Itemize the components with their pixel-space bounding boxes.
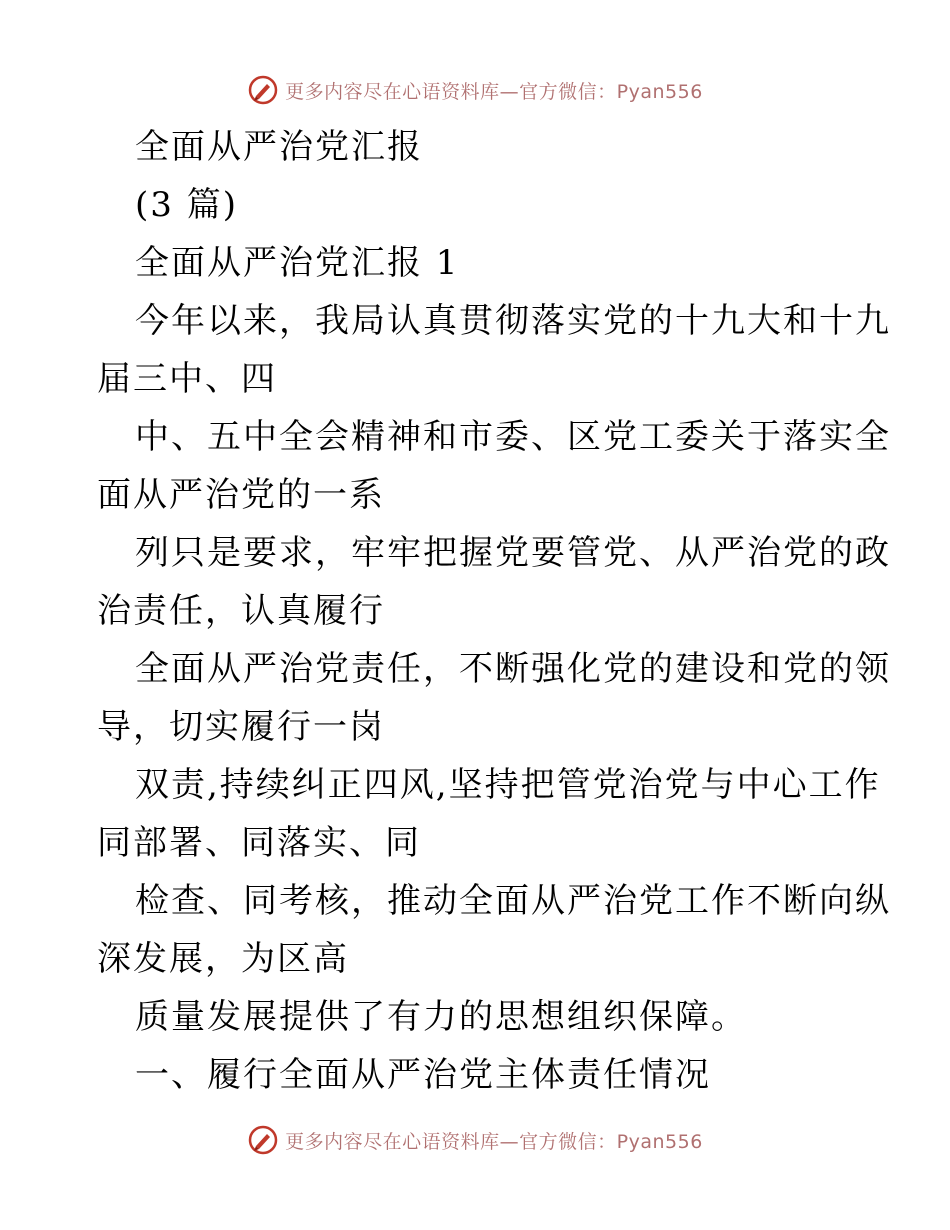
paragraph-line: 同部署、同落实、同 — [97, 823, 421, 863]
document-subtitle: (3 篇) — [135, 185, 238, 225]
watermark-text: 更多内容尽在心语资料库—官方微信：Pyan556 — [285, 80, 703, 103]
pen-logo-icon — [247, 74, 279, 106]
paragraph-line: 面从严治党的一系 — [97, 475, 385, 515]
paragraph-line: 检查、同考核，推动全面从严治党工作不断向纵 — [135, 881, 891, 921]
paragraph-line: 列只是要求，牢牢把握党要管党、从严治党的政 — [135, 533, 891, 573]
pen-logo-icon — [247, 1124, 279, 1156]
watermark-banner-top — [0, 70, 950, 110]
watermark-text: 更多内容尽在心语资料库—官方微信：Pyan556 — [285, 1130, 703, 1153]
paragraph-line: 质量发展提供了有力的思想组织保障。 — [135, 997, 747, 1037]
paragraph-line: 全面从严治党责任，不断强化党的建设和党的领 — [135, 649, 891, 689]
document-body — [97, 118, 891, 1104]
paragraph-line: 治责任，认真履行 — [97, 591, 385, 631]
paragraph-line: 深发展，为区高 — [97, 939, 349, 979]
paragraph-line: 中、五中全会精神和市委、区党工委关于落实全 — [135, 417, 891, 457]
paragraph-line: 导，切实履行一岗 — [97, 707, 385, 747]
section-heading: 一、履行全面从严治党主体责任情况 — [135, 1055, 711, 1095]
document-title: 全面从严治党汇报 — [135, 127, 423, 167]
section-title: 全面从严治党汇报 1 — [135, 243, 460, 283]
watermark-banner-bottom — [0, 1120, 950, 1160]
paragraph-line: 今年以来，我局认真贯彻落实党的十九大和十九 — [135, 301, 891, 341]
paragraph-line: 双责,持续纠正四风,坚持把管党治党与中心工作 — [135, 765, 881, 805]
paragraph-line: 届三中、四 — [97, 359, 277, 399]
